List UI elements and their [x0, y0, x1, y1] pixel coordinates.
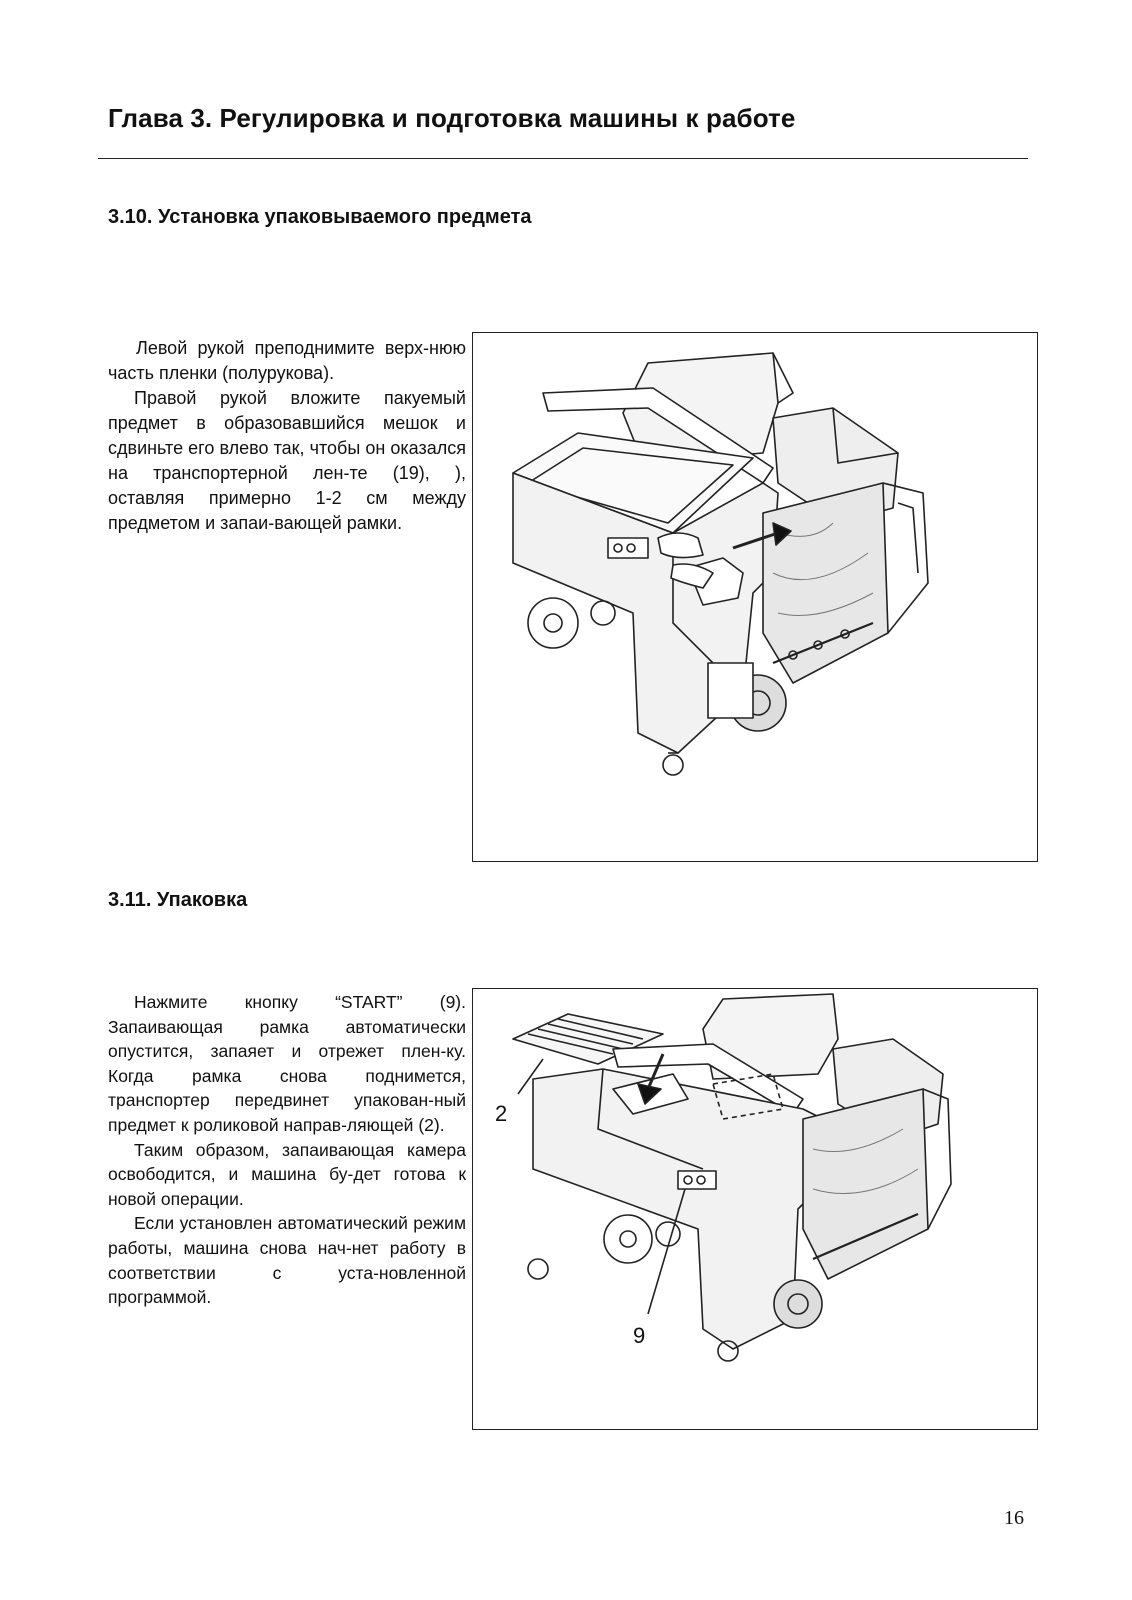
paragraph: Если установлен автоматический режим работы, машина снова нач-нет работу в соответствии с уста-новленной программой.: [108, 1213, 466, 1308]
page-number: 16: [1004, 1507, 1024, 1529]
chapter-title: Глава 3. Регулировка и подготовка машины к работе: [108, 103, 796, 133]
figure-product-placement: [472, 332, 1038, 862]
machine-illustration-packing: [473, 989, 1036, 1428]
paragraph: Правой рукой вложите пакуемый предмет в образовавшийся мешок и сдвиньте его влево так, чтобы он оказался на транспортерной лен-те (19), ), оставляя примерно 1-2 см между предметом и запаи-вающей рамки.: [108, 388, 466, 533]
figure-packing-cycle: [472, 988, 1038, 1430]
section-3-11-text: [108, 990, 466, 1310]
callout-roller-guide: 2: [495, 1101, 508, 1126]
section-heading-3-11: 3.11. Упаковка: [108, 889, 248, 911]
paragraph: Нажмите кнопку “START” (9). Запаивающая рамка автоматически опустится, запаяет и отрежет плен-ку. Когда рамка снова поднимется, транспортер передвинет упакован-ный предмет к роликовой направ-ляющей (2).: [108, 992, 466, 1135]
chapter-divider: [98, 158, 1028, 159]
section-3-10-text: [108, 336, 466, 536]
paragraph: Левой рукой преподнимите верх-нюю часть пленки (полурукова).: [108, 338, 466, 383]
machine-illustration-placing-item: [473, 333, 1036, 860]
callout-start-button: 9: [633, 1323, 646, 1348]
section-heading-3-10: 3.10. Установка упаковываемого предмета: [108, 206, 532, 228]
paragraph: Таким образом, запаивающая камера освободится, и машина бу-дет готова к новой операции.: [108, 1139, 466, 1209]
